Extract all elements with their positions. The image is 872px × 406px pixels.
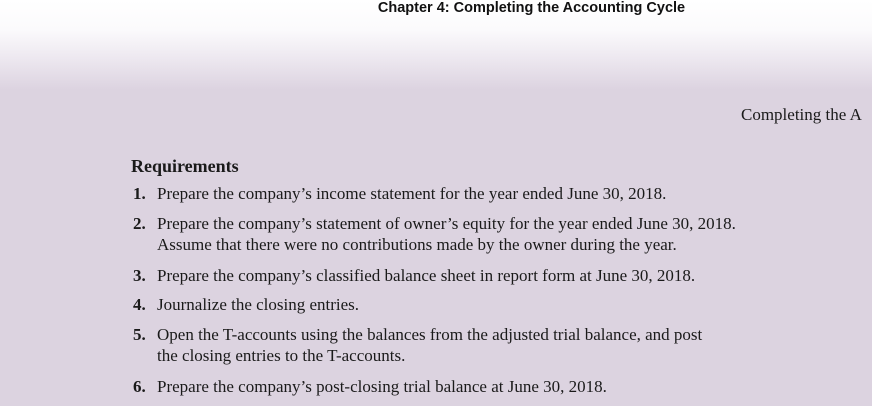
requirement-text — [157, 294, 359, 315]
requirement-line: Prepare the company’s classified balance sheet in report form at June 30, 2018. — [157, 266, 696, 285]
requirement-line: Assume that there were no contributions made by the owner during the year. — [157, 235, 677, 254]
requirement-text — [157, 324, 702, 366]
requirement-line: Open the T-accounts using the balances from the adjusted trial balance, and post — [157, 325, 703, 344]
requirement-number: 3. — [133, 266, 146, 285]
requirement-text — [157, 265, 695, 286]
requirement-number: 5. — [133, 325, 146, 344]
requirements-heading: Requirements — [131, 156, 239, 176]
requirement-number: 2. — [133, 214, 146, 233]
requirement-number: 6. — [133, 377, 146, 396]
requirement-text — [157, 213, 736, 255]
requirement-line: the closing entries to the T-accounts. — [157, 346, 406, 365]
requirement-text — [157, 183, 666, 204]
requirement-line: Journalize the closing entries. — [157, 295, 360, 314]
running-header: Completing the A — [741, 105, 862, 124]
requirement-number: 1. — [133, 184, 146, 203]
requirement-text — [157, 376, 607, 397]
requirement-number: 4. — [133, 295, 146, 314]
chapter-title: Chapter 4: Completing the Accounting Cycle — [377, 0, 686, 16]
requirement-line: Prepare the company’s statement of owner’s equity for the year ended June 30, 2018. — [157, 214, 736, 233]
requirement-line: Prepare the company’s income statement for the year ended June 30, 2018. — [157, 184, 667, 203]
requirement-line: Prepare the company’s post-closing trial balance at June 30, 2018. — [157, 377, 607, 396]
